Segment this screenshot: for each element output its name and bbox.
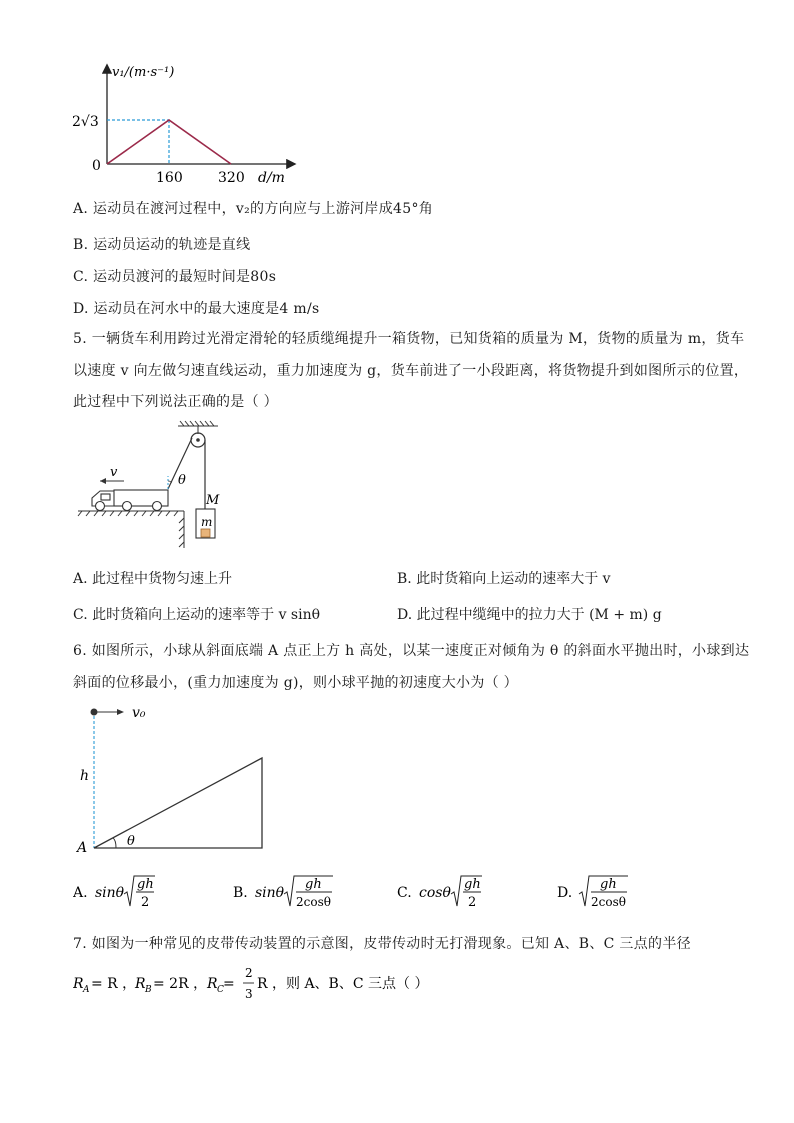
- q7-stem-line-2: [73, 962, 493, 1010]
- q5-stem-line-1: 5. 一辆货车利用跨过光滑定滑轮的轻质缆绳提升一箱货物，已知货箱的质量为 M，货物的质量为 m，货车: [73, 331, 745, 347]
- ball: [91, 709, 98, 716]
- svg-text:gh: gh: [137, 877, 154, 892]
- svg-text:cosθ: cosθ: [419, 885, 451, 901]
- box-mass-label: M: [206, 493, 220, 508]
- svg-text:C: C: [217, 985, 224, 995]
- ceiling: [178, 421, 218, 426]
- svg-text:B.: B.: [233, 885, 248, 901]
- theta-label: θ: [178, 473, 186, 488]
- ground: [78, 511, 184, 548]
- q4-option-d: D. 运动员在河水中的最大速度是4 m/s: [73, 301, 320, 317]
- v0-arrow-head: [117, 709, 124, 715]
- point-a-label: A: [77, 840, 88, 856]
- projectile-slope-figure: [72, 700, 272, 860]
- cargo-item: [201, 529, 210, 537]
- q5-stem-line-3: 此过程中下列说法正确的是（ ）: [73, 394, 278, 410]
- svg-text:=: =: [223, 976, 235, 992]
- svg-text:2: 2: [245, 966, 253, 980]
- svg-text:gh: gh: [305, 877, 322, 892]
- slope-triangle: [94, 758, 262, 848]
- graph-x-label: d/m: [258, 170, 285, 186]
- svg-text:3: 3: [245, 987, 253, 1001]
- svg-text:2: 2: [468, 895, 477, 910]
- q7-stem-line-1: 7. 如图为一种常见的皮带传动装置的示意图，皮带传动时无打滑现象。已知 A、B、C 三点的半径: [73, 936, 691, 952]
- cargo-mass-label: m: [201, 515, 213, 529]
- graph-origin: 0: [92, 158, 101, 174]
- q6-stem-line-1: 6. 如图所示，小球从斜面底端 A 点正上方 h 高处，以某一速度正对倾角为 θ 的斜面水平抛出时，小球到达: [73, 643, 750, 659]
- graph-x-tick-320: 320: [218, 170, 245, 186]
- graph-x-tick-160: 160: [156, 170, 183, 186]
- svg-text:C.: C.: [397, 885, 412, 901]
- truck: [92, 490, 168, 511]
- q6-option-a: [73, 872, 183, 916]
- pulley-hub: [196, 438, 200, 442]
- q6-option-b: [233, 872, 353, 916]
- v0-label: v₀: [132, 705, 146, 721]
- svg-text:gh: gh: [600, 877, 617, 892]
- truck-pulley-figure: [72, 420, 232, 555]
- velocity-label: v: [110, 465, 118, 480]
- svg-text:sinθ: sinθ: [255, 885, 285, 901]
- svg-text:2cosθ: 2cosθ: [296, 895, 331, 909]
- svg-text:= R ，: = R ，: [91, 976, 137, 992]
- svg-text:gh: gh: [464, 877, 481, 892]
- svg-text:R ，则 A、B、C 三点（ ）: R ，则 A、B、C 三点（ ）: [257, 976, 429, 992]
- q4-option-c: C. 运动员渡河的最短时间是80s: [73, 269, 277, 285]
- q5-option-a: A. 此过程中货物匀速上升: [73, 571, 233, 587]
- q5-stem-line-2: 以速度 v 向左做匀速直线运动，重力加速度为 g，货车前进了一小段距离，将货物提升到如图所示的位置，: [73, 363, 749, 379]
- svg-text:R: R: [135, 976, 146, 992]
- svg-text:B: B: [145, 985, 152, 995]
- q5-option-d: D. 此过程中缆绳中的拉力大于 (M + m) g: [397, 607, 662, 623]
- q4-option-a: A. 运动员在渡河过程中，v₂的方向应与上游河岸成45°角: [73, 201, 434, 217]
- height-label: h: [80, 768, 90, 784]
- q5-option-b: B. 此时货箱向上运动的速率大于 v: [397, 571, 611, 587]
- q6-option-c: [397, 872, 507, 916]
- q5-option-c: C. 此时货箱向上运动的速率等于 v sinθ: [73, 607, 321, 623]
- svg-text:2cosθ: 2cosθ: [591, 895, 626, 909]
- slope-angle-label: θ: [127, 834, 135, 849]
- svg-text:sinθ: sinθ: [95, 885, 125, 901]
- q6-option-d: [557, 872, 657, 916]
- svg-text:D.: D.: [557, 885, 573, 901]
- svg-text:A.: A.: [73, 885, 88, 901]
- velocity-distance-graph: [60, 60, 310, 190]
- graph-y-tick: 2√3: [72, 114, 99, 130]
- svg-text:R: R: [73, 976, 84, 992]
- svg-text:= 2R ，: = 2R ，: [153, 976, 208, 992]
- q4-option-b: B. 运动员运动的轨迹是直线: [73, 237, 251, 253]
- graph-y-label: v₁/(m·s⁻¹): [112, 65, 175, 80]
- svg-text:R: R: [207, 976, 218, 992]
- svg-text:A: A: [83, 985, 90, 995]
- velocity-arrow-head: [100, 478, 106, 484]
- slope-angle-arc: [113, 838, 116, 848]
- q6-stem-line-2: 斜面的位移最小，(重力加速度为 g)，则小球平抛的初速度大小为（ ）: [73, 675, 518, 691]
- svg-text:2: 2: [141, 895, 150, 910]
